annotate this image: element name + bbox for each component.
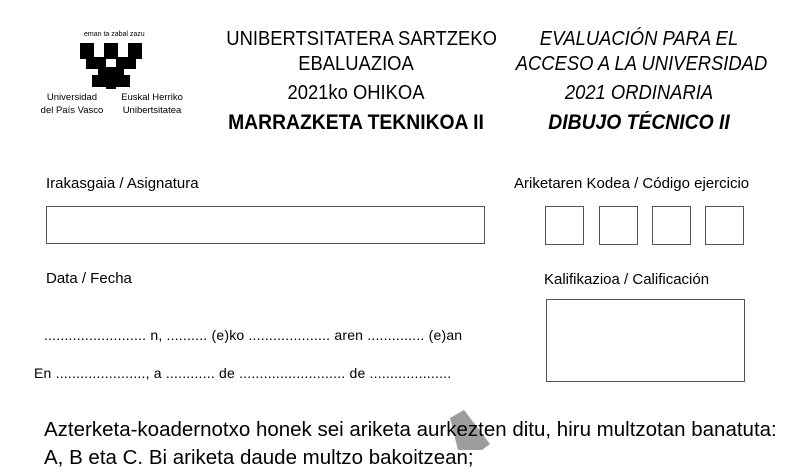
exercise-code-label: Ariketaren Kodea / Código ejercicio (514, 175, 750, 192)
header-es-line1: EVALUACIÓN PARA EL (539, 28, 739, 50)
header-es-line3: 2021 ORDINARIA (564, 82, 714, 104)
logo-name-es (32, 91, 112, 117)
exercise-code-box-3[interactable] (652, 206, 691, 245)
subject-label: Irakasgaia / Asignatura (46, 175, 199, 192)
date-line-es[interactable]: En ......................, a ............ de .......................... de .................... (34, 365, 452, 381)
exercise-code-box-1[interactable] (545, 206, 584, 245)
subject-field[interactable] (46, 206, 485, 244)
header-es-line2: ACCESO A LA UNIVERSIDAD (515, 53, 768, 75)
logo-name-eu-line2: Unibertsitatea (122, 105, 182, 116)
header-es-subject: DIBUJO TÉCNICO II (548, 111, 730, 134)
header-eu-line2: EBALUAZIOA (298, 53, 414, 75)
logo-name-eu (110, 91, 194, 117)
exercise-code-box-2[interactable] (599, 206, 638, 245)
logo-motto: eman ta zabal zazu (84, 31, 145, 38)
intro-paragraph: Azterketa-koadernotxo honek sei ariketa aurkezten ditu, hiru multzotan banatuta: A, B eta C. Bi ariketa daude multzo bakoitzean; (44, 418, 777, 469)
date-line-eu[interactable]: ......................... n, .......... (e)ko .................... aren .............. (e)an (44, 327, 463, 343)
upv-ehu-logo-icon (78, 41, 144, 94)
header-eu-line1: UNIBERTSITATERA SARTZEKO (226, 28, 497, 50)
logo-name-eu-line1: Euskal Herriko (121, 92, 183, 103)
date-label: Data / Fecha (46, 270, 132, 287)
grade-field[interactable] (546, 299, 745, 382)
header-eu-subject: MARRAZKETA TEKNIKOA II (228, 111, 484, 134)
logo-name-es-line1: Universidad (46, 92, 98, 103)
exercise-code-box-4[interactable] (705, 206, 744, 245)
grade-label: Kalifikazioa / Calificación (544, 271, 710, 288)
logo-name-es-line2: del País Vasco (40, 105, 104, 116)
header-eu-line3: 2021ko OHIKOA (287, 82, 425, 104)
